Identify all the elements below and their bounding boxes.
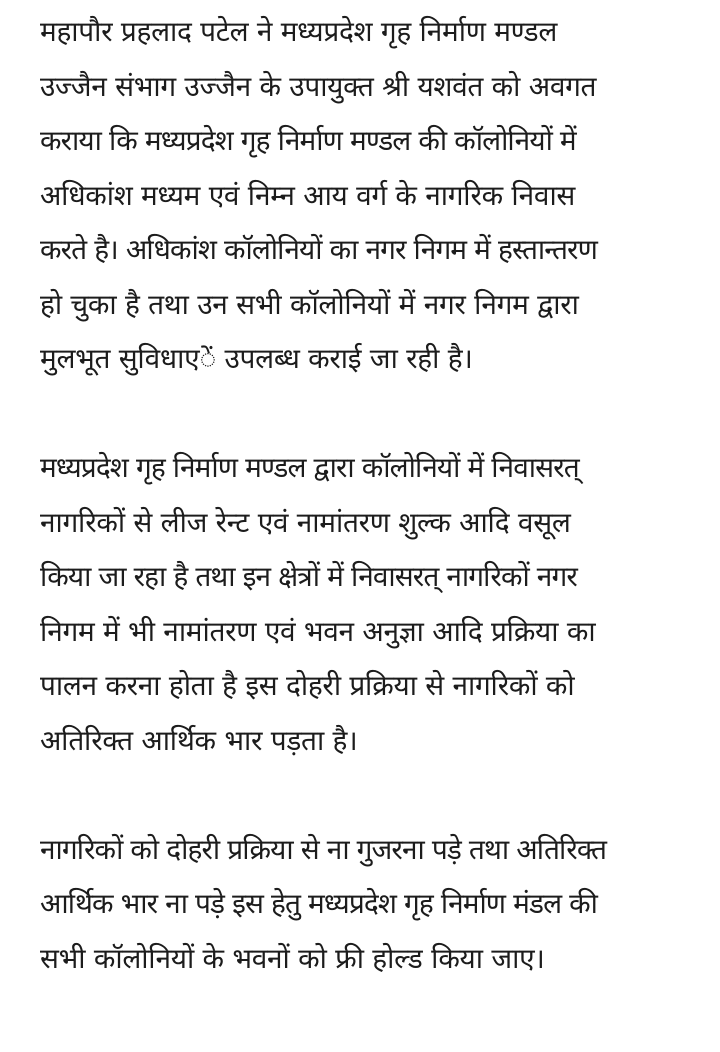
paragraph-3 <box>40 823 700 987</box>
paragraph-1 <box>40 5 700 387</box>
text-line: नागरिकों से लीज रेन्ट एवं नामांतरण शुल्क आदि वसूल <box>40 505 571 539</box>
text-line: मुलभूत सुविधाएें उपलब्ध कराई जा रही है। <box>40 342 473 375</box>
article-body <box>40 0 700 986</box>
text-line: निगम में भी नामांतरण एवं भवन अनुज्ञा आदि प्रक्रिया का <box>40 614 596 648</box>
text-line: उज्जैन संभाग उज्जैन के उपायुक्त श्री यशवंत को अवगत <box>40 69 597 103</box>
text-line: करते है। अधिकांश कॉलोनियों का नगर निगम में हस्तान्तरण <box>40 233 597 266</box>
text-line: अधिकांश मध्यम एवं निम्न आय वर्ग के नागरिक निवास <box>40 178 576 212</box>
text-line: किया जा रहा है तथा इन क्षेत्रों में निवासरत् नागरिकों नगर <box>40 560 577 593</box>
paragraph-spacer <box>40 387 700 442</box>
text-line: सभी कॉलोनियों के भवनों को फ्री होल्ड किया जाए। <box>40 941 545 975</box>
text-line: नागरिकों को दोहरी प्रक्रिया से ना गुजरना पड़े तथा अतिरिक्त <box>40 832 607 866</box>
text-line: महापौर प्रहलाद पटेल ने मध्यप्रदेश गृह निर्माण मण्डल <box>40 15 558 48</box>
paragraph-2 <box>40 441 700 768</box>
text-line: आर्थिक भार ना पड़े इस हेतु मध्यप्रदेश गृह निर्माण मंडल की <box>40 887 598 920</box>
text-line: मध्यप्रदेश गृह निर्माण मण्डल द्वारा कॉलोनियों में निवासरत् <box>40 451 579 484</box>
text-line: अतिरिक्त आर्थिक भार पड़ता है। <box>40 723 358 757</box>
text-line: पालन करना होता है इस दोहरी प्रक्रिया से नागरिकों को <box>40 669 575 702</box>
paragraph-spacer <box>40 768 700 823</box>
text-line: हो चुका है तथा उन सभी कॉलोनियों में नगर निगम द्वारा <box>40 287 579 321</box>
text-line: कराया कि मध्यप्रदेश गृह निर्माण मण्डल की कॉलोनियों में <box>40 124 576 157</box>
